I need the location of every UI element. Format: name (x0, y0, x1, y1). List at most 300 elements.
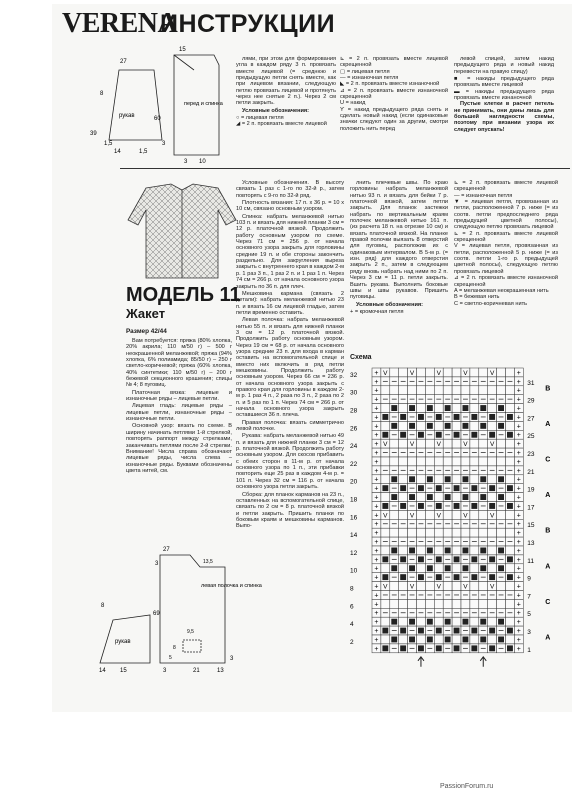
chart-symbol: + (374, 396, 379, 404)
chart-cell (399, 528, 408, 537)
chart-symbol: + (516, 423, 521, 431)
chart-symbol: + (374, 476, 379, 484)
row-label-right: 13 (527, 540, 535, 547)
chart-symbol (507, 432, 513, 438)
chart-symbol: + (516, 547, 521, 555)
chart-symbol (454, 503, 460, 509)
chart-symbol (427, 565, 433, 571)
chart-cell (479, 439, 488, 448)
left-front-shape (160, 555, 225, 663)
chart-cell (488, 386, 497, 395)
chart-symbol: V (463, 512, 468, 520)
chart-symbol (445, 565, 451, 571)
chart-symbol (463, 423, 469, 429)
chart-symbol (382, 503, 388, 509)
chart-symbol (498, 494, 504, 500)
chart-symbol: + (516, 414, 521, 422)
chart-symbol: + (374, 547, 379, 555)
chart-symbol: + (374, 619, 379, 627)
diagram-label: 39 (90, 131, 97, 137)
color-label: C (545, 598, 551, 606)
chart-cell (399, 421, 408, 430)
chart-cell (497, 528, 506, 537)
chart-cell (452, 493, 461, 502)
chart-symbol (391, 423, 397, 429)
diagram-label: 69 (153, 611, 160, 617)
chart-symbol (480, 405, 486, 411)
chart-symbol (463, 476, 469, 482)
color-label: A (545, 420, 551, 428)
chart-cell (506, 582, 515, 591)
chart-symbol (498, 565, 504, 571)
color-label: A (545, 492, 551, 500)
chart-cell (417, 599, 426, 608)
chart-cell (479, 510, 488, 519)
chart-cell (425, 599, 434, 608)
diagram-label: 8 (101, 603, 105, 609)
chart-symbol (489, 503, 495, 509)
chart-symbol (391, 494, 397, 500)
chart-cell (452, 528, 461, 537)
diagram-label: 27 (120, 59, 127, 65)
chart-symbol (436, 574, 442, 580)
chart-symbol: + (374, 556, 379, 564)
chart-cell (434, 457, 443, 466)
chart-cell (470, 528, 479, 537)
chart-cell (488, 599, 497, 608)
chart-cell (399, 404, 408, 413)
chart-symbol (471, 645, 477, 651)
chart-cell (506, 368, 515, 377)
chart-symbol: V (489, 583, 495, 591)
chart-symbol: + (374, 467, 379, 475)
chart-symbol: + (516, 619, 521, 627)
diagram-label: 27 (163, 547, 170, 553)
chart-cell (443, 368, 452, 377)
color-label: B (545, 527, 551, 535)
chart-symbol (489, 645, 495, 651)
chart-cell (434, 493, 443, 502)
chart-symbol (436, 503, 442, 509)
chart-symbol (507, 414, 513, 420)
color-label: A (545, 634, 551, 642)
chart-symbol: + (374, 485, 379, 493)
row-label-right: 9 (527, 575, 531, 583)
chart-symbol: + (516, 565, 521, 573)
chart-symbol (471, 485, 477, 491)
row-label-left: 4 (350, 621, 354, 629)
chart-symbol (427, 494, 433, 500)
chart-cell (470, 582, 479, 591)
chart-symbol: + (516, 467, 521, 475)
chart-symbol (418, 645, 424, 651)
chart-symbol: + (374, 387, 379, 395)
chart-symbol: + (516, 387, 521, 395)
chart-cell (399, 386, 408, 395)
schema-title: Схема (350, 354, 372, 361)
instructions-top-2: ⊾ = 2 п. провязать вместе лицевой скрещенной ▢ = лицевая петля — = изнаночная петля ◣ = 2 п. провязать вместе изнаночной ⊿ = 2 п. провязать вместе изнаночной скрещенной U = накид ϒ = накид предыдущего ряда снять и сделать новый накид (если одинаковые значки следуют один за другим, смотри положить нить перед (340, 56, 448, 132)
chart-cell (488, 546, 497, 555)
chart-cell (399, 439, 408, 448)
chart-cell (461, 457, 470, 466)
chart-cell (399, 493, 408, 502)
chart-cell (390, 510, 399, 519)
chart-cell (470, 457, 479, 466)
brand-logo: VERENA (62, 8, 178, 39)
chart-cell (488, 635, 497, 644)
chart-cell (425, 528, 434, 537)
chart-cell (497, 457, 506, 466)
chart-cell (434, 599, 443, 608)
chart-symbol: V (409, 369, 415, 377)
chart-cell (399, 617, 408, 626)
chart-cell (381, 599, 390, 608)
chart-symbol (382, 485, 388, 491)
chart-symbol (409, 619, 415, 625)
chart-cell (417, 564, 426, 573)
pattern-diagram-bottom (95, 545, 262, 675)
chart-cell (506, 635, 515, 644)
chart-symbol: + (516, 485, 521, 493)
chart-symbol (480, 565, 486, 571)
row-label-right: 19 (527, 486, 535, 494)
chart-symbol: V (436, 441, 441, 449)
chart-symbol (382, 432, 388, 438)
chart-cell (425, 368, 434, 377)
chart-symbol: + (374, 610, 379, 618)
chart-cell (452, 421, 461, 430)
chart-symbol (400, 432, 406, 438)
chart-cell (452, 510, 461, 519)
chart-symbol (400, 574, 406, 580)
chart-symbol (463, 548, 469, 554)
chart-symbol (427, 423, 433, 429)
row-label-left: 24 (350, 443, 358, 451)
row-label-left: 22 (350, 460, 358, 468)
chart-symbol: + (374, 628, 379, 636)
color-label: A (545, 563, 551, 571)
chart-symbol: + (374, 378, 379, 386)
chart-symbol (391, 619, 397, 625)
chart-cell (452, 582, 461, 591)
row-label-left: 28 (350, 407, 358, 415)
chart-symbol: V (409, 512, 415, 520)
chart-symbol: + (516, 601, 521, 609)
materials-column: Вам потребуется: пряжа (80% хлопка, 20% акрила; 110 м/50 г) – 500 г неокрашенной меланжевой; пряжа (94% хлопка, 6% полиамида; 85/50 г) – 250 г светло-коричневой; пряжа (60% хлопка, 40% синтетики; 110 м/50 г) – 200 г бежевой секционного крашения; спицы № 4; 8 пуговиц. Платочная вязка: лицевые и изнаночные ряды – лицевые петли. Лицевая гладь: лицевые ряды – лицевые петли, изнаночные ряды – изнаночные петли. Основной узор: вязать по схеме. В ширину начинать петлями 1-й стрелкой, повторять раппорт между стрелками, заканчивать петлями после 2-й стрелки. Внимание! Числа справа обозначают лицевые ряды, числа слева – изнаночные ряды. Буквами обозначены цвета нитей, см. (126, 338, 232, 474)
chart-cell (470, 386, 479, 395)
row-label-right: 31 (527, 379, 535, 387)
chart-cell (497, 510, 506, 519)
chart-cell (425, 582, 434, 591)
model-subtitle: Жакет (126, 306, 166, 321)
chart-symbol (480, 494, 486, 500)
chart-cell (443, 599, 452, 608)
row-label-right: 17 (527, 504, 535, 512)
chart-cell (399, 475, 408, 484)
chart-cell (408, 599, 417, 608)
diagram-label: 1,5 (104, 141, 113, 147)
chart-cell (434, 421, 443, 430)
chart-symbol (409, 494, 415, 500)
chart-symbol: + (516, 396, 521, 404)
chart-symbol: + (516, 521, 521, 529)
chart-symbol: + (516, 476, 521, 484)
chart-cell (434, 546, 443, 555)
diagram-label: 3 (163, 668, 167, 674)
chart-symbol (463, 619, 469, 625)
chart-symbol (400, 556, 406, 562)
chart-cell (399, 457, 408, 466)
chart-symbol (409, 476, 415, 482)
chart-symbol: + (374, 601, 379, 609)
chart-cell (452, 457, 461, 466)
chart-symbol (427, 405, 433, 411)
diagram-label: рукав (119, 113, 135, 119)
chart-cell (470, 493, 479, 502)
chart-symbol: V (409, 441, 415, 449)
chart-symbol (409, 423, 415, 429)
chart-symbol (463, 637, 469, 643)
chart-symbol (454, 432, 460, 438)
chart-symbol (498, 619, 504, 625)
chart-cell (506, 599, 515, 608)
chart-cell (479, 599, 488, 608)
chart-symbol (498, 423, 504, 429)
diagram-label: 15 (179, 47, 186, 53)
chart-symbol: + (516, 645, 521, 653)
chart-cell (443, 528, 452, 537)
chart-symbol: + (516, 583, 521, 591)
chart-cell (461, 528, 470, 537)
chart-symbol: + (516, 432, 521, 440)
row-label-left: 12 (350, 549, 358, 557)
diagram-label: рукав (115, 639, 131, 645)
chart-cell (381, 421, 390, 430)
chart-symbol (489, 432, 495, 438)
model-size: Размер 42/44 (126, 328, 167, 335)
diagram-label: 15 (120, 668, 127, 674)
model-title: МОДЕЛЬ 11 (126, 284, 241, 306)
chart-symbol (445, 476, 451, 482)
chart-cell (452, 599, 461, 608)
chart-symbol: + (374, 521, 379, 529)
chart-symbol (454, 414, 460, 420)
chart-symbol (507, 628, 513, 634)
chart-cell (381, 635, 390, 644)
chart-cell (488, 493, 497, 502)
chart-cell (497, 368, 506, 377)
diagram-label: 3 (230, 656, 234, 662)
chart-cell (425, 457, 434, 466)
chart-symbol (471, 574, 477, 580)
chart-cell (506, 493, 515, 502)
chart-symbol (409, 548, 415, 554)
chart-symbol: + (374, 512, 379, 520)
chart-cell (417, 493, 426, 502)
chart-symbol: V (383, 583, 388, 591)
chart-symbol (418, 414, 424, 420)
chart-cell (479, 386, 488, 395)
chart-symbol (391, 565, 397, 571)
chart-cell (452, 439, 461, 448)
chart-cell (470, 368, 479, 377)
chart-symbol (480, 423, 486, 429)
jacket-illustration (126, 180, 238, 280)
diagram-label: 8 (100, 91, 104, 97)
chart-cell (434, 617, 443, 626)
chart-symbol: V (383, 512, 388, 520)
chart-cell (479, 582, 488, 591)
chart-cell (506, 457, 515, 466)
chart-symbol: + (516, 530, 521, 538)
chart-symbol: + (516, 574, 521, 582)
chart-symbol: + (374, 583, 379, 591)
instructions-column-4: ⊾ = 2 п. провязать вместе лицевой скрещенной — = изнаночная петля ▼ = лицевая петля, провязанная из петли, расположенной 7 р. ниже (= из соотв. петли предпоследнего ряда предыдущей цветной полосы), следующую петлю провязать лицевой ⊾ = 2 п. провязать вместе лицевой скрещенной V = лицевая петля, провязанная из петли, расположенной 5 р. ниже (= из соотв. петли 1-го р. предыдущей цветной полосы), следующую петлю провязать лицевой ⊿ = 2 п. провязать вместе изнаночной скрещенной A = меланжевая неокрашенная нить B = бежевая нить C = светло-коричневая нить (454, 180, 558, 307)
chart-cell (399, 599, 408, 608)
chart-symbol (454, 556, 460, 562)
row-label-left: 26 (350, 425, 358, 433)
diagram-label: перед и спинка (184, 101, 223, 107)
chart-cell (488, 564, 497, 573)
row-label-left: 32 (350, 371, 358, 379)
chart-symbol (436, 432, 442, 438)
chart-cell (381, 493, 390, 502)
row-label-left: 20 (350, 478, 358, 486)
diagram-label: 5 (169, 655, 172, 661)
chart-cell (381, 457, 390, 466)
instructions-top-1: лями, при этом для формирования угла в каждом ряду 3 п. провязать вместе лицевой (= среднюю и предыдущую петли снять вместе, как при лицевом вязании, следующую петлю провязать лицевой и протянуть через нее снятые 2 п.). Через 2 см петли закрыть. Условные обозначения: ○ = лицевая петля ◢ = 2 п. провязать вместе лицевой (236, 56, 336, 128)
chart-symbol: + (516, 556, 521, 564)
chart-cell (390, 368, 399, 377)
instructions-column-2: Условные обозначения. В высоту связать 1 раз с 1-го по 32-й р., затем повторять с 9-го по 32-й ряд. Плотность вязания: 17 п. x 36 р. = 10 x 10 см, связано основным узором. Спинка: набрать меланжевой нитью 103 п. и вязать для нижней планки 3 см = 12 р. платочной вязкой. Продолжить работу основным узором по схеме. Через 71 см = 256 р. от начала основного узора закрыть для горловины средние 19 п. и обе стороны закончить раздельно. Для закругления выреза закрыть с внутреннего края в каждом 2-м р. 1 раз 3 п., 1 раз 2 п. и 1 раз 1 п. Через 74 см = 266 р. от начала основного узора закрыть по 36 п. для плеч. Мешковина кармана (связать 2 детали): набрать меланжевой нитью 23 п. и вязать 16 см лицевой гладью, затем петли временно оставить. Левая полочка: набрать меланжевой нитью 55 п. и вязать для нижней планки 3 см = 12 р. платочной вязкой. Продолжить работу основным узором. Через 19 см = 68 р. от начала основного узора средние 23 п. для входа в карман оставить на вспомогательной спице и вместо них включить в ряд петли мешковины. Продолжить работу основным узором. Через 66 см = 236 р. от начала основного узора закрыть с правого края для горловины в каждом 2-м р. 1 раз 4 п., 2 раза по 3 п., 2 раза по 2 п. и 5 раз по 1 п. Через 74 см = 266 р. от начала основного узора закрыть оставшиеся 36 п. плеча. Правая полочка: вязать симметрично левой полочке. Рукава: набрать меланжевой нитью 49 п. и вязать для нижней планки 3 см = 12 р. платочной вязкой. Продолжить работу основным узором. Для скосов прибавить с обеих сторон в 11-м р. от начала основного узора по 1 п., эти прибавки повторить еще 25 раз в каждом 4-м р. = 101 п. Через 32 см = 116 р. от начала основного узора петли закрыть. Сборка: для планок карманов на 23 п., оставленных на вспомогательной спице, связать по 2 см = 8 р. платочной вязкой и петли закрыть. Пришить планки по боковым краям и мешковины карманов. Выпо- (236, 180, 344, 530)
chart-symbol (436, 556, 442, 562)
chart-cell (461, 386, 470, 395)
chart-symbol (454, 485, 460, 491)
chart-cell (452, 564, 461, 573)
chart-symbol (382, 414, 388, 420)
chart-symbol: V (463, 583, 468, 591)
chart-symbol: + (516, 441, 521, 449)
diagram-label: 3 (155, 561, 159, 567)
chart-symbol (409, 637, 415, 643)
diagram-label: 8 (173, 645, 176, 651)
chart-symbol: + (374, 450, 379, 458)
chart-cell (506, 564, 515, 573)
chart-cell (488, 457, 497, 466)
chart-cell (417, 439, 426, 448)
chart-symbol (463, 565, 469, 571)
chart-cell (434, 528, 443, 537)
chart-symbol (489, 574, 495, 580)
chart-cell (452, 617, 461, 626)
chart-cell (470, 404, 479, 413)
chart-symbol (418, 574, 424, 580)
chart-symbol: + (516, 378, 521, 386)
chart-symbol: V (436, 583, 441, 591)
chart-cell (390, 386, 399, 395)
chart-cell (408, 386, 417, 395)
chart-symbol (480, 619, 486, 625)
chart-symbol (498, 405, 504, 411)
row-label-right: 23 (527, 451, 535, 458)
chart-symbol (445, 405, 451, 411)
chart-symbol: + (516, 512, 521, 520)
chart-cell (497, 439, 506, 448)
chart-symbol: V (436, 369, 441, 377)
chart-cell (452, 386, 461, 395)
chart-cell (417, 528, 426, 537)
chart-cell (470, 564, 479, 573)
chart-symbol (480, 476, 486, 482)
chart-cell (506, 386, 515, 395)
chart-symbol: + (374, 565, 379, 573)
chart-symbol (418, 485, 424, 491)
page-title: ИНСТРУКЦИИ (160, 10, 336, 38)
chart-cell (470, 510, 479, 519)
chart-symbol (471, 432, 477, 438)
chart-cell (506, 439, 515, 448)
chart-symbol: + (374, 530, 379, 538)
chart-symbol: V (436, 512, 441, 520)
chart-cell (399, 510, 408, 519)
chart-cell (417, 457, 426, 466)
chart-symbol: + (516, 450, 521, 458)
chart-symbol: V (383, 441, 388, 449)
chart-cell (390, 439, 399, 448)
diagram-label: 13 (217, 668, 224, 674)
chart-symbol (489, 556, 495, 562)
chart-cell (381, 404, 390, 413)
chart-cell (479, 457, 488, 466)
chart-symbol: + (516, 503, 521, 511)
chart-cell (417, 386, 426, 395)
chart-symbol (427, 619, 433, 625)
chart-symbol (382, 574, 388, 580)
chart-cell (417, 617, 426, 626)
chart-symbol (471, 628, 477, 634)
chart-symbol: V (463, 369, 468, 377)
chart-cell (506, 510, 515, 519)
chart-symbol: V (489, 441, 495, 449)
chart-cell (425, 386, 434, 395)
chart-cell (452, 368, 461, 377)
diagram-label: 60 (154, 116, 161, 122)
diagram-label: 1,5 (139, 149, 148, 155)
chart-cell (408, 457, 417, 466)
chart-symbol: + (374, 539, 379, 547)
diagram-label: 3 (162, 141, 166, 147)
chart-cell (425, 439, 434, 448)
chart-cell (488, 617, 497, 626)
chart-cell (479, 528, 488, 537)
chart-symbol (454, 645, 460, 651)
chart-cell (488, 528, 497, 537)
chart-cell (497, 386, 506, 395)
chart-cell (417, 368, 426, 377)
chart-symbol: + (374, 423, 379, 431)
instructions-top-3: левой спицей, затем накид предыдущего ряда и новый накид перевести на правую спицу) ■ = накиды предыдущего ряда провязать вместе лицевой ▬ = накиды предыдущего ряда провязать вместе изнаночной Пустые клетки в расчет петель не принимать, они даны лишь для большей наглядности схемы, поэтому при вязании узора их следует опускать! (454, 56, 554, 133)
chart-symbol: + (516, 369, 521, 377)
chart-symbol (498, 548, 504, 554)
chart-symbol (507, 556, 513, 562)
chart-symbol: + (374, 636, 379, 644)
chart-symbol: + (374, 414, 379, 422)
chart-symbol: + (516, 592, 521, 600)
chart-cell (381, 386, 390, 395)
chart-symbol (382, 645, 388, 651)
row-label-right: 29 (527, 397, 535, 405)
row-label-right: 15 (527, 522, 535, 530)
